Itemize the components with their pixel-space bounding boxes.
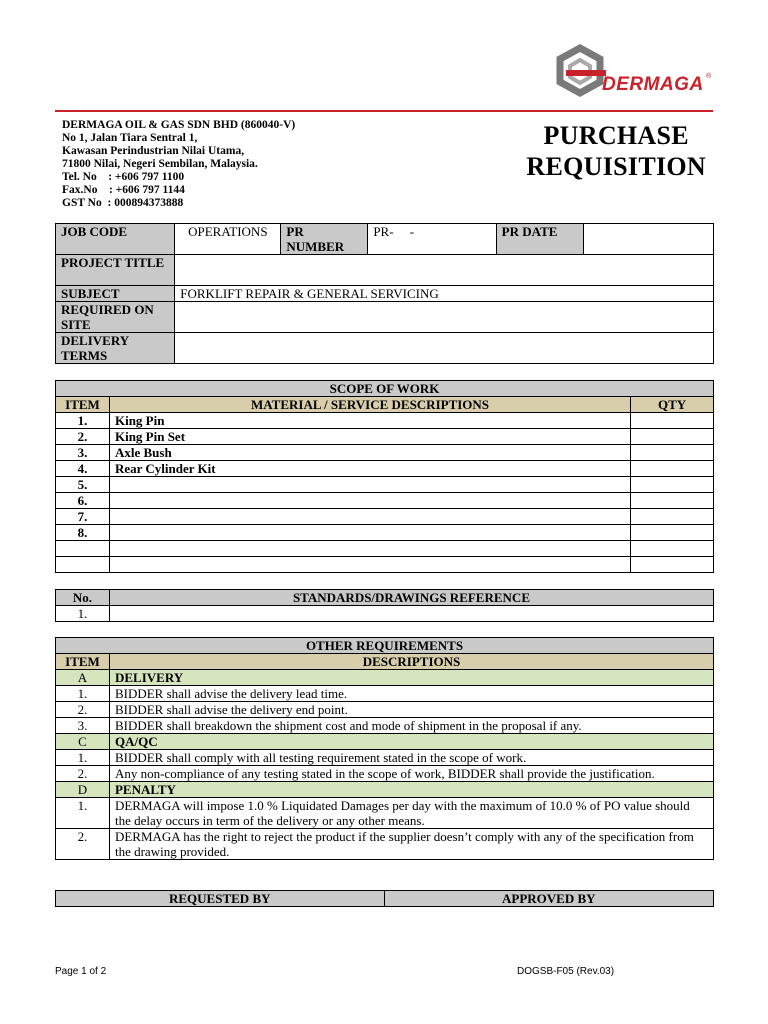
scope-item-number [56,557,110,573]
requirement-text: Any non-compliance of any testing stated in the scope of work, BIDDER shall provide the justification. [109,766,713,782]
requirement-number: 1. [56,750,110,766]
requirement-row [56,798,714,829]
scope-item-qty[interactable] [631,509,714,525]
section-code: A [56,670,110,686]
subject-label: SUBJECT [56,286,175,302]
signature-table [55,890,714,907]
scope-item-number: 1. [56,413,110,429]
scope-col-item: ITEM [56,397,110,413]
requirement-row [56,829,714,860]
logo-registered-mark: ® [706,73,712,80]
requirement-row [56,718,714,734]
header-divider [55,110,713,112]
company-name: DERMAGA OIL & GAS SDN BHD (860040-V) [62,119,296,131]
other-requirements-table [55,637,714,860]
scope-item-qty[interactable] [631,477,714,493]
section-title: PENALTY [109,782,713,798]
scope-row [56,413,714,429]
other-requirements-rows [56,670,714,860]
scope-item-qty[interactable] [631,429,714,445]
job-code-value[interactable]: OPERATIONS [175,224,281,255]
requirement-row [56,686,714,702]
scope-item-qty[interactable] [631,525,714,541]
title-line-2: REQUISITION [526,152,706,181]
required-on-site-value[interactable] [175,302,714,333]
scope-item-number: 2. [56,429,110,445]
delivery-terms-label: DELIVERY TERMS [56,333,175,364]
scope-item-number [56,541,110,557]
scope-item-description[interactable] [109,509,630,525]
title-line-1: PURCHASE [543,121,689,150]
address-line: No 1, Jalan Tiara Sentral 1, [62,132,198,144]
requirement-text: BIDDER shall comply with all testing requirement stated in the scope of work. [109,750,713,766]
scope-item-description[interactable] [109,557,630,573]
delivery-terms-value[interactable] [175,333,714,364]
scope-item-description[interactable]: Axle Bush [109,445,630,461]
scope-item-qty[interactable] [631,493,714,509]
scope-row [56,525,714,541]
requirement-text: DERMAGA has the right to reject the product if the supplier doesn’t comply with any of the specification from the drawing provided. [109,829,713,860]
scope-item-qty[interactable] [631,461,714,477]
scope-item-description[interactable] [109,525,630,541]
requirement-text: BIDDER shall advise the delivery end point. [109,702,713,718]
requirement-number: 2. [56,766,110,782]
scope-item-number: 7. [56,509,110,525]
company-address-block [62,119,295,210]
job-code-label: JOB CODE [56,224,175,255]
page-number: Page 1 of 2 [55,966,107,977]
standards-col-ref: STANDARDS/DRAWINGS REFERENCE [109,590,713,606]
standards-col-no: No. [56,590,110,606]
scope-item-number: 4. [56,461,110,477]
scope-item-qty[interactable] [631,413,714,429]
standards-table [55,589,714,622]
pr-date-value[interactable] [583,224,713,255]
requirement-number: 2. [56,702,110,718]
requirement-row [56,750,714,766]
document-reference: DOGSB-F05 (Rev.03) [517,966,615,977]
approved-by-label: APPROVED BY [384,891,714,907]
dermaga-logo [552,44,714,100]
requirement-row [56,702,714,718]
scope-rows [56,413,714,573]
scope-item-description[interactable] [109,541,630,557]
subject-value[interactable]: FORKLIFT REPAIR & GENERAL SERVICING [175,286,714,302]
section-title: QA/QC [109,734,713,750]
gst-line: GST No : 000894373888 [62,197,184,209]
other-heading: OTHER REQUIREMENTS [56,638,714,654]
logo-wordmark: DERMAGA [602,74,704,95]
project-title-label: PROJECT TITLE [56,255,175,286]
requirement-text: DERMAGA will impose 1.0 % Liquidated Damages per day with the maximum of 10.0 % of PO value should the delay occurs in term of the delivery or any other means. [109,798,713,829]
project-title-value[interactable] [175,255,714,286]
document-title [526,120,706,182]
dermaga-hexagon-logo-icon [552,44,608,100]
requisition-info-table [55,223,714,364]
requirement-row [56,766,714,782]
scope-item-number: 5. [56,477,110,493]
section-code: D [56,782,110,798]
other-col-desc: DESCRIPTIONS [109,654,713,670]
scope-row [56,493,714,509]
scope-col-desc: MATERIAL / SERVICE DESCRIPTIONS [109,397,630,413]
pr-date-label: PR DATE [496,224,583,255]
scope-row [56,445,714,461]
required-on-site-label: REQUIRED ON SITE [56,302,175,333]
scope-item-description[interactable]: King Pin [109,413,630,429]
standards-row-no: 1. [56,606,110,622]
requirement-section-row [56,670,714,686]
scope-item-qty[interactable] [631,445,714,461]
section-code: C [56,734,110,750]
scope-item-description[interactable] [109,477,630,493]
tel-line: Tel. No : +606 797 1100 [62,171,185,183]
scope-item-number: 8. [56,525,110,541]
requirement-number: 1. [56,686,110,702]
scope-row [56,477,714,493]
scope-row [56,509,714,525]
standards-row-ref[interactable] [109,606,713,622]
requirement-text: BIDDER shall advise the delivery lead time. [109,686,713,702]
scope-col-qty: QTY [631,397,714,413]
scope-row [56,541,714,557]
requested-by-label: REQUESTED BY [56,891,385,907]
requirement-number: 2. [56,829,110,860]
requirement-section-row [56,734,714,750]
address-line: Kawasan Perindustrian Nilai Utama, [62,145,245,157]
requirement-number: 1. [56,798,110,829]
scope-item-description[interactable]: Rear Cylinder Kit [109,461,630,477]
scope-of-work-table [55,380,714,573]
other-col-item: ITEM [56,654,110,670]
scope-heading: SCOPE OF WORK [56,381,714,397]
scope-row [56,429,714,445]
scope-row [56,461,714,477]
scope-item-qty[interactable] [631,541,714,557]
pr-number-label: PR NUMBER [281,224,368,255]
scope-item-description[interactable] [109,493,630,509]
requirement-section-row [56,782,714,798]
scope-row [56,557,714,573]
scope-item-number: 6. [56,493,110,509]
scope-item-number: 3. [56,445,110,461]
fax-line: Fax.No : +606 797 1144 [62,184,185,196]
scope-item-qty[interactable] [631,557,714,573]
scope-item-description[interactable]: King Pin Set [109,429,630,445]
pr-number-value[interactable]: PR- - [368,224,496,255]
requirement-number: 3. [56,718,110,734]
address-line: 71800 Nilai, Negeri Sembilan, Malaysia. [62,158,258,170]
section-title: DELIVERY [109,670,713,686]
requirement-text: BIDDER shall breakdown the shipment cost and mode of shipment in the proposal if any. [109,718,713,734]
